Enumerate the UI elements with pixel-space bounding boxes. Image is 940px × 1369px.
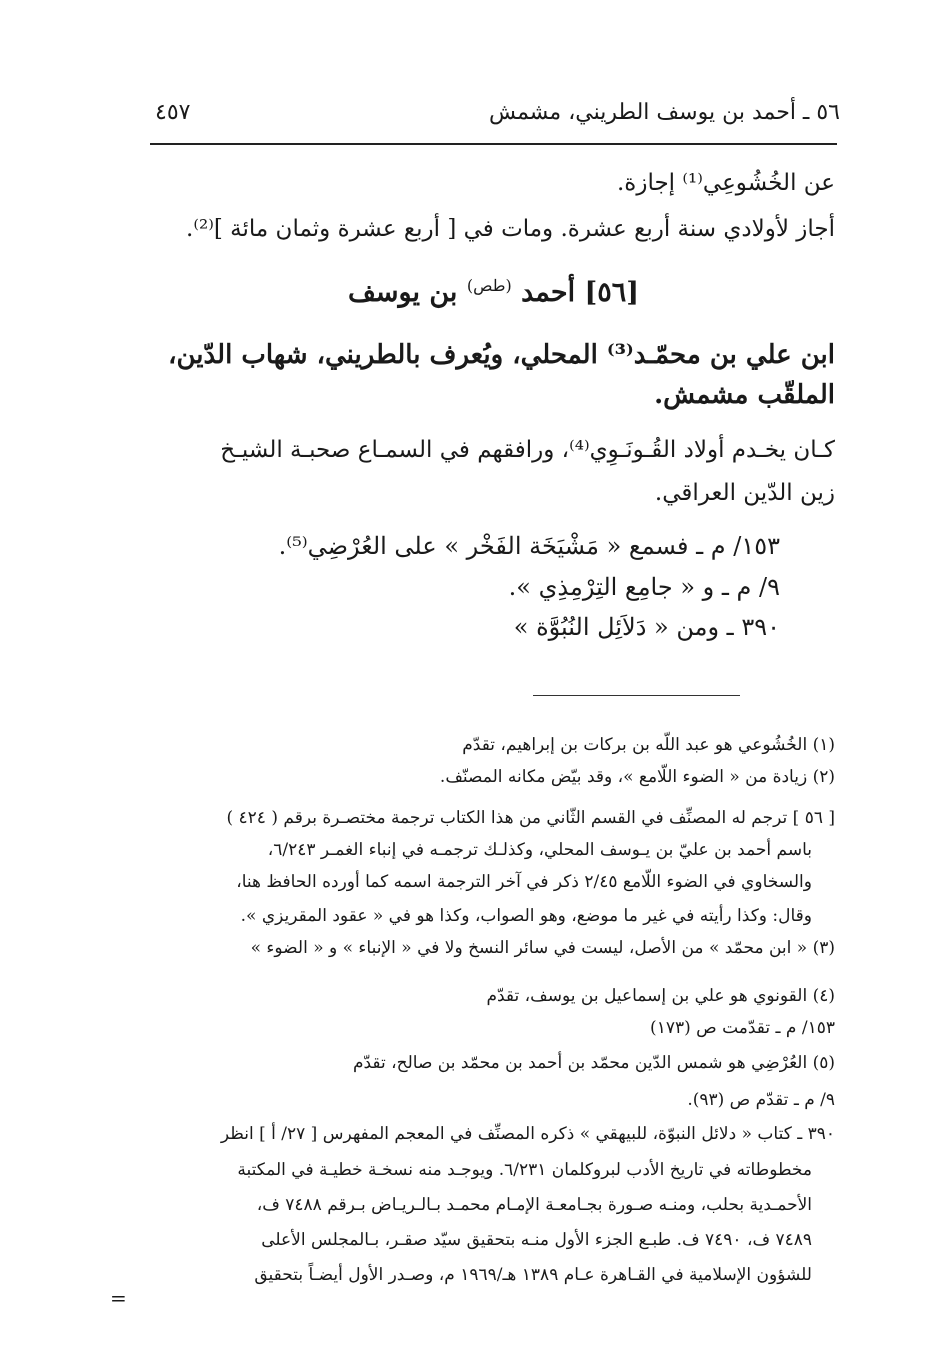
footnote-line: (٢) زيادة من « الضوء اللّامع »، وقد بيّض مكانه المصنّف. [439, 767, 835, 787]
entry-lineage-line-2: الملقّب مشمش. [654, 380, 835, 410]
work-item: ١٥٣/ م ـ فسمع « مَشْيَخَة الفَخْر » على العُرْضِي⁽⁵⁾. [278, 532, 780, 560]
header-rule [150, 143, 837, 145]
footnote-line: الأحمـدية بحلب، ومنـه صـورة بجـامعـة الإمـام محمـد بـالـريـاض بـرقم ٧٤٨٨ ف، [256, 1195, 812, 1215]
running-header-title: ٥٦ ـ أحمد بن يوسف الطريني، مشمش [489, 100, 840, 125]
footnote-line: (١) الخُشُوعي هو عبد اللّه بن بركات بن إبراهيم، تقدّم [462, 735, 835, 755]
entry-name-first: أحمد [521, 277, 576, 308]
prior-entry-line-1: عن الخُشُوعِي⁽¹⁾ إجازة. [616, 170, 835, 196]
footnote-line: مخطوطاته في تاريخ الأدب لبروكلمان ٦/٢٣١. ويوجـد منه نسخـة خطيـة في المكتبة [237, 1160, 812, 1180]
footnote-line: (٣) « ابن محمّد » من الأصل، ليست في سائر النسخ ولا في « الإنباء » و « الضوء » [250, 938, 835, 958]
footnote-line: ٩/ م ـ تقدّم ص (٩٣). [687, 1090, 835, 1110]
footnote-line: (٤) القونوي هو علي بن إسماعيل بن يوسف، تقدّم [486, 986, 835, 1006]
entry-description-line-2: زين الدّين العراقي. [654, 480, 835, 506]
footnote-line: ٣٩٠ ـ كتاب « دلائل النبوّة، للبيهقي » ذكره المصنِّف في المعجم المفهرس [ ٢٧/ أ ] انظر [220, 1124, 835, 1144]
footnote-divider [533, 695, 740, 696]
entry-name-rest: بن يوسف [347, 277, 458, 308]
entry-code: (طص) [466, 276, 512, 295]
footnote-line: للشؤون الإسلامية في القـاهرة عـام ١٣٨٩ هـ/١٩٦٩ م، وصـدر الأول أيضـاً بتحقيق [254, 1265, 812, 1285]
work-item: ٣٩٠ ـ ومن « دَلاَئِل النُبُوَّة » [513, 613, 780, 641]
page-number: ٤٥٧ [155, 100, 191, 125]
prior-entry-line-2: أجاز لأولادي سنة أربع عشرة. ومات في [ أربع عشرة وثمان مائة ]⁽²⁾. [186, 216, 835, 242]
entry-description-line-1: كـان يخـدم أولاد القُـونَـوِي⁽⁴⁾، ورافقهم في السمـاع صحبـة الشيـخ [220, 437, 835, 463]
margin-mark: = [110, 1286, 127, 1310]
entry-lineage-line-1: ابن علي بن محمّـد⁽³⁾ المحلي، ويُعرف بالطريني، شهاب الدّين، [168, 340, 835, 370]
footnote-line: ١٥٣/ م ـ تقدّمت ص (١٧٣) [650, 1018, 835, 1038]
footnote-line: (٥) العُرْضِي هو شمس الدّين محمّد بن أحمد بن محمّد بن صالح، تقدّم [352, 1053, 835, 1073]
footnote-line: باسم أحمد بن عليّ بن يـوسف المحلي، وكذلـك ترجمـه في إنباء الغمـر ٦/٢٤٣، [267, 840, 812, 860]
work-item: ٩/ م ـ و « جامِع التِرْمِذِي ». [508, 573, 780, 601]
entry-heading [150, 276, 837, 308]
footnote-line: [ ٥٦ ] ترجم له المصنِّف في القسم الثّاني من هذا الكتاب ترجمة مختصـرة برقم ( ٤٢٤ ) [226, 808, 835, 828]
entry-number: [٥٦] [584, 277, 640, 308]
footnote-line: وقال: وكذا رأيته في غير ما موضع، وهو الصواب، وكذا هو في « عقود المقريزي ». [240, 906, 812, 926]
footnote-line: ٧٤٨٩ ف، ٧٤٩٠ ف. طبـع الجزء الأول منـه بتحقيق سيّد صقـر، بـالمجلس الأعلى [261, 1230, 812, 1250]
footnote-line: والسخاوي في الضوء اللّامع ٢/٤٥ ذكر في آخر الترجمة اسمه كما أورده الحافظ هنا، [236, 872, 812, 892]
